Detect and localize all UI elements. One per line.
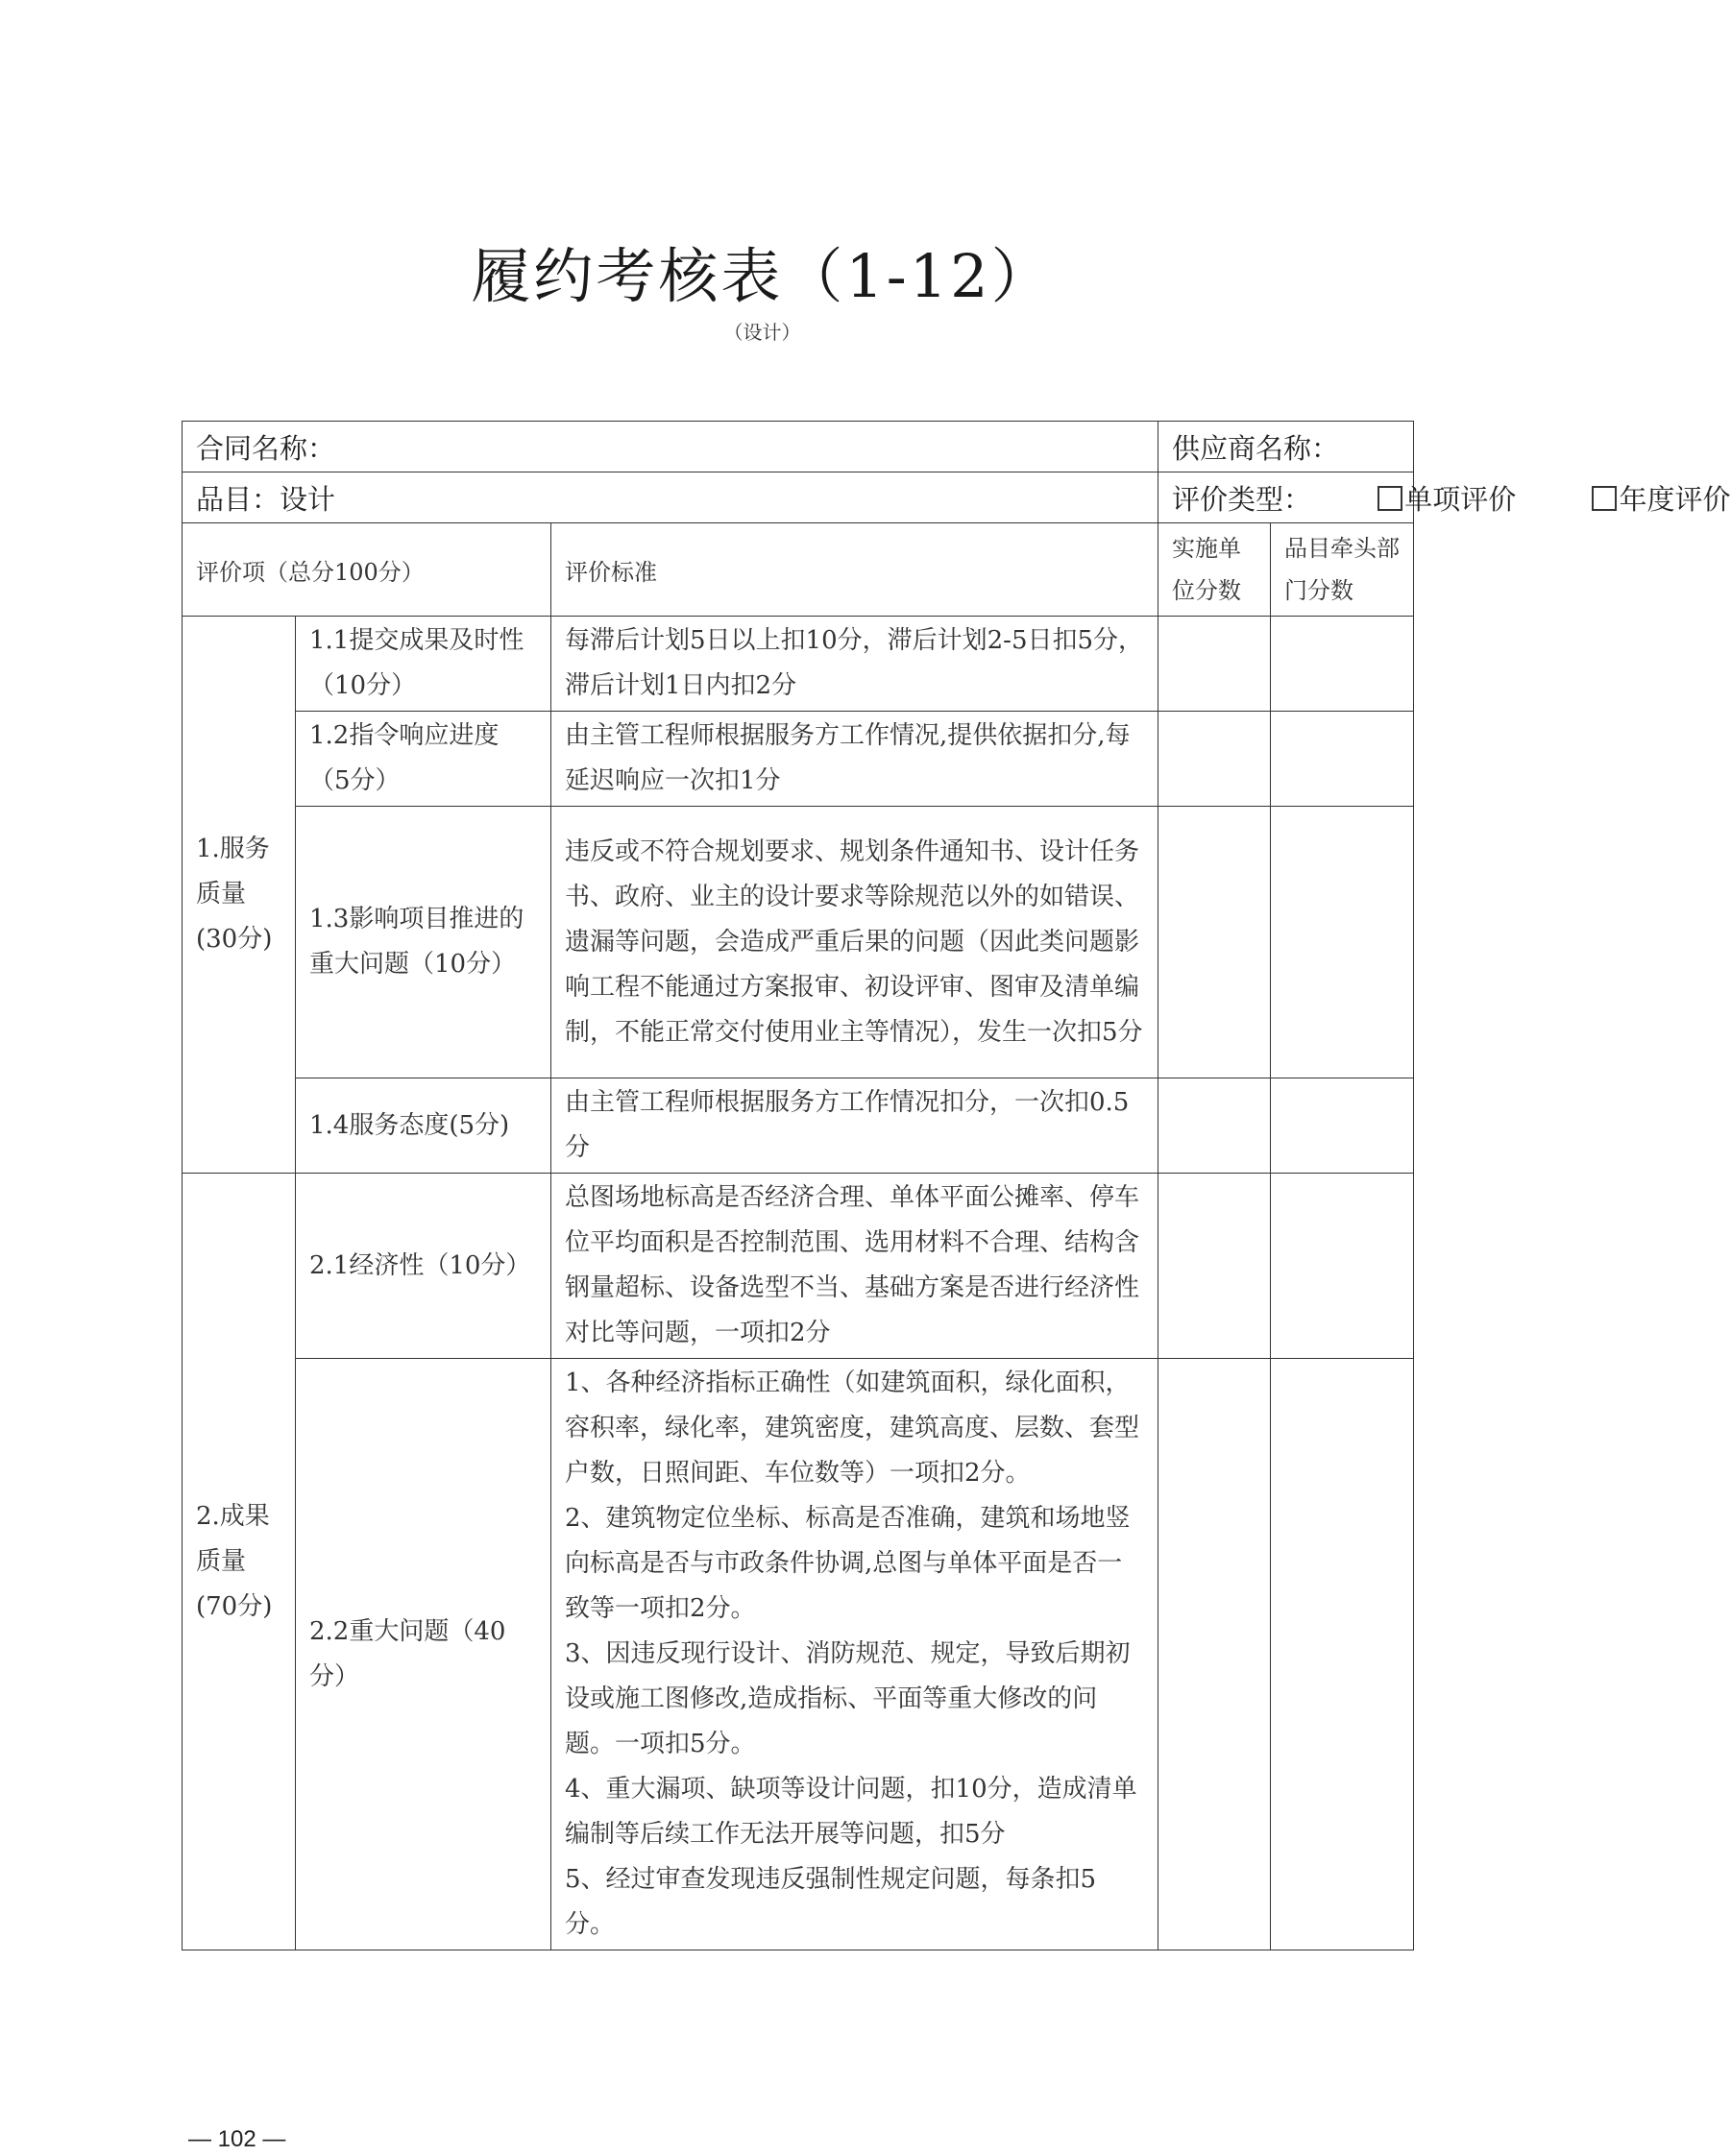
dept-score-cell[interactable] xyxy=(1271,1359,1414,1950)
table-row xyxy=(183,1359,1414,1950)
table-row xyxy=(183,1174,1414,1359)
item-standard xyxy=(551,1359,1158,1950)
eval-type-cell xyxy=(1158,472,1731,523)
page-subtitle: （设计） xyxy=(723,321,801,344)
dept-score-cell[interactable] xyxy=(1271,617,1414,712)
contract-name-label: 合同名称： xyxy=(196,431,336,465)
unit-score-cell[interactable] xyxy=(1158,1174,1271,1359)
contract-row xyxy=(183,422,1414,472)
item-standard: 由主管工程师根据服务方工作情况扣分，一次扣0.5分 xyxy=(551,1078,1158,1174)
item-name: 1.2指令响应进度（5分） xyxy=(296,712,551,807)
standard-line: 2、建筑物定位坐标、标高是否准确，建筑和场地竖向标高是否与市政条件协调,总图与单体平面是否一致等一项扣2分。 xyxy=(565,1504,1131,1623)
unit-score-cell[interactable] xyxy=(1158,1078,1271,1174)
checkbox-icon[interactable] xyxy=(1592,486,1617,511)
checkbox-icon[interactable] xyxy=(1377,486,1402,511)
page-title: 履约考核表（1-12） xyxy=(471,241,1054,311)
standard-line: 3、因违反现行设计、消防规范、规定，导致后期初设或施工图修改,造成指标、平面等重大修改的问题。一项扣5分。 xyxy=(565,1639,1131,1758)
standard-line: 1、各种经济指标正确性（如建筑面积，绿化面积，容积率，绿化率，建筑密度，建筑高度、层数、套型户数，日照间距、车位数等）一项扣2分。 xyxy=(565,1369,1140,1488)
single-eval-label: 单项评价 xyxy=(1404,482,1517,516)
item-standard: 总图场地标高是否经济合理、单体平面公摊率、停车位平均面积是否控制范围、选用材料不合理、结构含钢量超标、设备选型不当、基础方案是否进行经济性对比等问题，一项扣2分 xyxy=(551,1174,1158,1359)
dept-score-cell[interactable] xyxy=(1271,712,1414,807)
dept-score-cell[interactable] xyxy=(1271,1174,1414,1359)
dept-score-cell[interactable] xyxy=(1271,807,1414,1078)
standard-line: 4、重大漏项、缺项等设计问题，扣10分，造成清单编制等后续工作无法开展等问题，扣5分 xyxy=(565,1775,1137,1849)
annual-eval-option[interactable] xyxy=(1592,483,1730,516)
contract-name-cell xyxy=(183,422,1158,472)
supplier-name-cell xyxy=(1158,422,1414,472)
col-header-item: 评价项（总分100分） xyxy=(183,523,551,617)
supplier-name-label: 供应商名称： xyxy=(1172,431,1340,465)
col-header-unit-score: 实施单位分数 xyxy=(1158,523,1271,617)
section-label: 2.成果质量(70分) xyxy=(183,1174,296,1950)
item-name: 1.3影响项目推进的重大问题（10分） xyxy=(296,807,551,1078)
column-header-row xyxy=(183,523,1414,617)
table-row xyxy=(183,712,1414,807)
unit-score-cell[interactable] xyxy=(1158,712,1271,807)
item-standard: 违反或不符合规划要求、规划条件通知书、设计任务书、政府、业主的设计要求等除规范以外的如错误、遗漏等问题，会造成严重后果的问题（因此类问题影响工程不能通过方案报审、初设评审、图审及清单编制，不能正常交付使用业主等情况），发生一次扣5分 xyxy=(551,807,1158,1078)
page-number: — 102 — xyxy=(188,2126,286,2152)
annual-eval-label: 年度评价 xyxy=(1619,482,1731,516)
unit-score-cell[interactable] xyxy=(1158,1359,1271,1950)
unit-score-cell[interactable] xyxy=(1158,617,1271,712)
eval-type-label: 评价类型： xyxy=(1172,482,1312,516)
item-name: 2.2重大问题（40分） xyxy=(296,1359,551,1950)
evaluation-table xyxy=(182,421,1731,1950)
item-name: 1.4服务态度(5分) xyxy=(296,1078,551,1174)
category-cell xyxy=(183,472,1158,523)
item-standard: 每滞后计划5日以上扣10分，滞后计划2-5日扣5分，滞后计划1日内扣2分 xyxy=(551,617,1158,712)
single-eval-option[interactable] xyxy=(1377,483,1516,516)
table-row xyxy=(183,617,1414,712)
standard-line: 5、经过审查发现违反强制性规定问题，每条扣5分。 xyxy=(565,1865,1097,1939)
table-row xyxy=(183,807,1414,1078)
category-row xyxy=(183,472,1414,523)
table-row xyxy=(183,1078,1414,1174)
dept-score-cell[interactable] xyxy=(1271,1078,1414,1174)
item-name: 2.1经济性（10分） xyxy=(296,1174,551,1359)
col-header-dept-score: 品目牵头部门分数 xyxy=(1271,523,1414,617)
category-label: 品目：设计 xyxy=(196,482,336,516)
item-name: 1.1提交成果及时性（10分） xyxy=(296,617,551,712)
unit-score-cell[interactable] xyxy=(1158,807,1271,1078)
col-header-standard: 评价标准 xyxy=(551,523,1158,617)
item-standard: 由主管工程师根据服务方工作情况,提供依据扣分,每延迟响应一次扣1分 xyxy=(551,712,1158,807)
section-label: 1.服务质量(30分) xyxy=(183,617,296,1174)
